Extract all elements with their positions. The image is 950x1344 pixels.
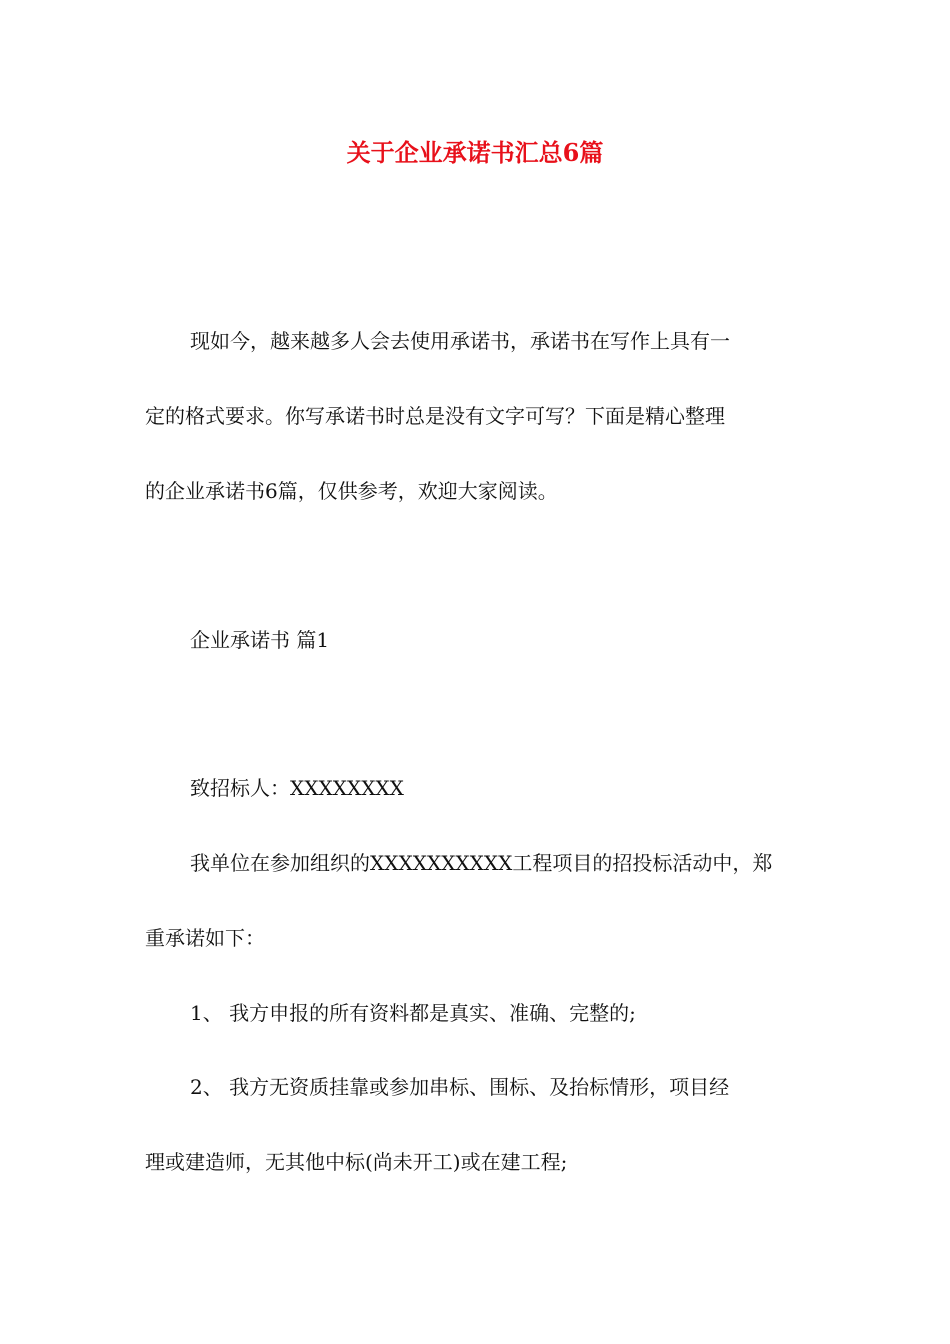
- intro-line-3: 的企业承诺书6篇，仅供参考，欢迎大家阅读。: [145, 479, 558, 503]
- body-line-3: 1、 我方申报的所有资料都是真实、准确、完整的;: [190, 1001, 636, 1025]
- body-line-1: 我单位在参加组织的XXXXXXXXXX工程项目的招投标活动中，郑: [190, 851, 773, 875]
- intro-line-1: 现如今，越来越多人会去使用承诺书，承诺书在写作上具有一: [190, 329, 730, 353]
- body-line-2: 重承诺如下：: [145, 926, 265, 950]
- intro-line-2: 定的格式要求。你写承诺书时总是没有文字可写？下面是精心整理: [145, 404, 725, 428]
- section-heading: 企业承诺书 篇1: [190, 628, 330, 652]
- body-line-5: 理或建造师，无其他中标(尚未开工)或在建工程;: [145, 1150, 568, 1174]
- salutation: 致招标人：XXXXXXXX: [190, 776, 404, 800]
- document-title: 关于企业承诺书汇总6篇: [346, 138, 604, 167]
- body-line-4: 2、 我方无资质挂靠或参加串标、围标、及抬标情形，项目经: [190, 1075, 730, 1099]
